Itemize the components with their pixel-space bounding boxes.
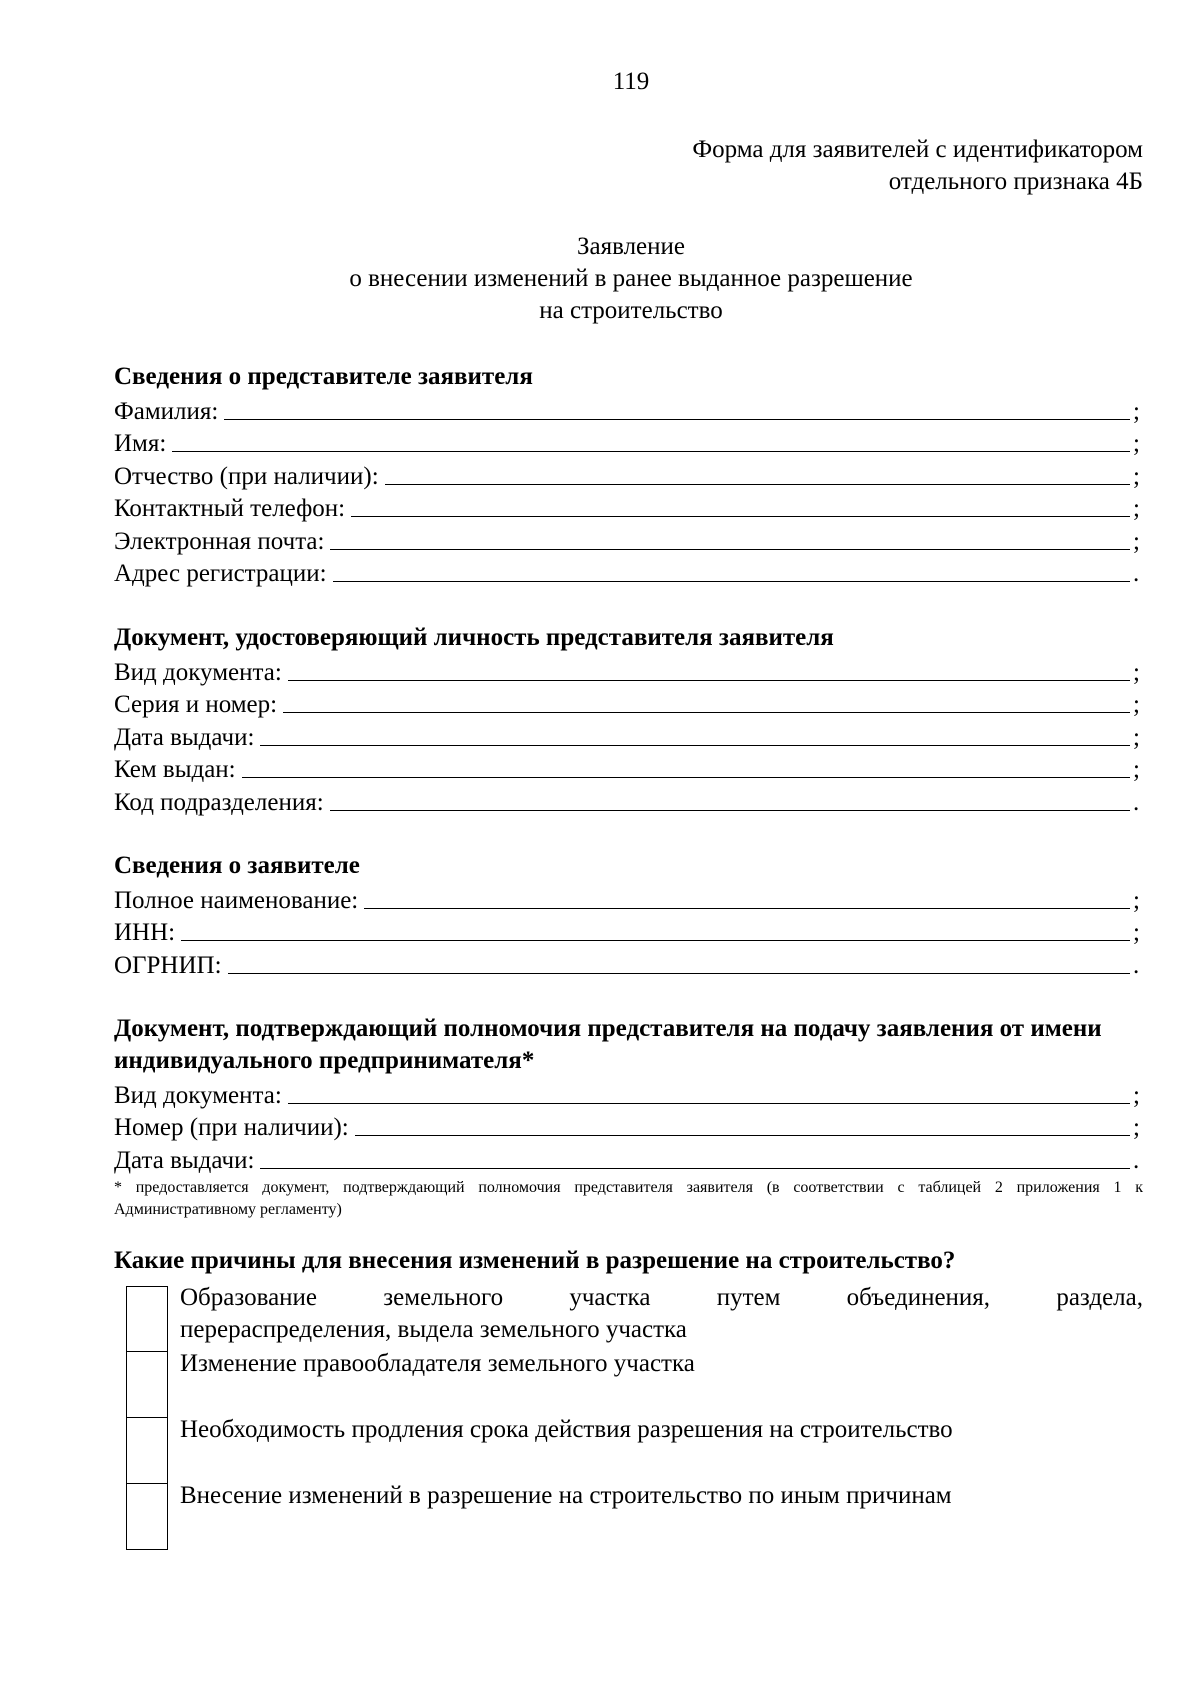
input-line[interactable] xyxy=(288,1102,1130,1104)
surname-field[interactable] xyxy=(114,393,1143,426)
issued-by-field[interactable] xyxy=(114,752,1143,785)
field-end: . xyxy=(1133,951,1140,979)
reason-item[interactable] xyxy=(126,1352,1143,1418)
field-end: ; xyxy=(1133,1114,1140,1141)
section-heading: Документ, подтверждающий полномочия представителя на подачу заявления от имени индивидуального предпринимателя* xyxy=(114,1015,1102,1074)
title-line: на строительство xyxy=(539,297,723,324)
field-label: Вид документа: xyxy=(114,1081,282,1109)
auth-doc-date-field[interactable] xyxy=(114,1142,1143,1175)
field-end: ; xyxy=(1133,495,1140,522)
field-end: . xyxy=(1133,788,1140,816)
footnote: * предоставляется документ, подтверждающий полномочия представителя заявителя (в соответствии с таблицей 2 приложения 1 к Административному регламенту) xyxy=(114,1178,1143,1218)
section-applicant xyxy=(114,850,1143,980)
input-line[interactable] xyxy=(260,744,1130,746)
email-field[interactable] xyxy=(114,523,1143,556)
name-field[interactable] xyxy=(114,426,1143,459)
input-line[interactable] xyxy=(224,418,1130,420)
field-label: Отчество (при наличии): xyxy=(114,462,379,490)
section-representative xyxy=(114,361,1143,588)
input-line[interactable] xyxy=(172,450,1130,452)
reason-item[interactable] xyxy=(126,1418,1143,1484)
input-line[interactable] xyxy=(260,1167,1130,1169)
field-label: Код подразделения: xyxy=(114,788,324,816)
reason-text xyxy=(168,1414,1143,1484)
form-note-line: отдельного признака 4Б xyxy=(888,168,1143,195)
section-heading: Документ, удостоверяющий личность представителя заявителя xyxy=(114,624,834,651)
auth-doc-number-field[interactable] xyxy=(114,1110,1143,1143)
title-line: о внесении изменений в ранее выданное разрешение xyxy=(349,265,913,292)
input-line[interactable] xyxy=(333,580,1130,582)
field-end: . xyxy=(1133,560,1140,587)
form-note xyxy=(692,134,1143,198)
field-label: Адрес регистрации: xyxy=(114,560,327,587)
section-heading: Сведения о представителе заявителя xyxy=(114,363,533,390)
reason-text xyxy=(168,1282,1143,1352)
reason-item[interactable] xyxy=(126,1286,1143,1352)
input-line[interactable] xyxy=(355,1134,1130,1136)
inn-field[interactable] xyxy=(114,915,1143,948)
reason-line: Изменение правообладателя земельного участка xyxy=(180,1350,695,1377)
reason-line: Образование земельного участка путем объединения, раздела, xyxy=(180,1284,1143,1311)
reason-item[interactable] xyxy=(126,1484,1143,1550)
full-name-field[interactable] xyxy=(114,882,1143,915)
field-label: Дата выдачи: xyxy=(114,1146,255,1174)
document-title xyxy=(0,231,1200,327)
input-line[interactable] xyxy=(330,809,1130,811)
field-label: Вид документа: xyxy=(114,658,282,686)
ogrnip-field[interactable] xyxy=(114,947,1143,980)
auth-doc-type-field[interactable] xyxy=(114,1077,1143,1110)
reason-line: Необходимость продления срока действия разрешения на строительство xyxy=(180,1416,953,1443)
input-line[interactable] xyxy=(351,515,1130,517)
field-label: Имя: xyxy=(114,430,167,457)
input-line[interactable] xyxy=(330,548,1130,550)
field-end: ; xyxy=(1133,691,1140,718)
form-note-line: Форма для заявителей с идентификатором xyxy=(692,136,1143,163)
field-end: ; xyxy=(1133,430,1140,457)
field-end: ; xyxy=(1133,919,1140,946)
field-label: ОГРНИП: xyxy=(114,951,222,979)
input-line[interactable] xyxy=(288,679,1130,681)
address-field[interactable] xyxy=(114,556,1143,589)
field-label: Контактный телефон: xyxy=(114,495,346,522)
reason-text xyxy=(168,1480,1143,1550)
field-end: ; xyxy=(1133,886,1140,914)
section-authority-document xyxy=(114,1013,1143,1221)
division-code-field[interactable] xyxy=(114,784,1143,817)
page-number: 119 xyxy=(612,68,650,95)
patronymic-field[interactable] xyxy=(114,458,1143,491)
reason-checkbox[interactable] xyxy=(126,1418,168,1484)
reasons-list xyxy=(126,1286,1143,1550)
field-label: Кем выдан: xyxy=(114,756,236,783)
input-line[interactable] xyxy=(242,776,1130,778)
field-end: ; xyxy=(1133,658,1140,686)
reason-text xyxy=(168,1348,1143,1418)
input-line[interactable] xyxy=(385,483,1130,485)
field-end: ; xyxy=(1133,462,1140,490)
field-label: Фамилия: xyxy=(114,397,219,425)
reason-checkbox[interactable] xyxy=(126,1484,168,1550)
reason-line: Внесение изменений в разрешение на строительство по иным причинам xyxy=(180,1482,952,1509)
input-line[interactable] xyxy=(364,907,1130,909)
phone-field[interactable] xyxy=(114,491,1143,524)
input-line[interactable] xyxy=(228,972,1130,974)
field-end: ; xyxy=(1133,756,1140,783)
field-end: ; xyxy=(1133,527,1140,555)
input-line[interactable] xyxy=(181,939,1130,941)
field-label: Дата выдачи: xyxy=(114,723,255,751)
series-number-field[interactable] xyxy=(114,687,1143,720)
reasons-heading-block xyxy=(114,1245,1143,1277)
reasons-heading: Какие причины для внесения изменений в разрешение на строительство? xyxy=(114,1247,956,1274)
issue-date-field[interactable] xyxy=(114,719,1143,752)
input-line[interactable] xyxy=(283,711,1130,713)
reason-checkbox[interactable] xyxy=(126,1352,168,1418)
doc-type-field[interactable] xyxy=(114,654,1143,687)
section-identity-document xyxy=(114,622,1143,817)
field-end: ; xyxy=(1133,1081,1140,1109)
title-line: Заявление xyxy=(576,233,686,260)
field-label: ИНН: xyxy=(114,919,176,946)
reason-checkbox[interactable] xyxy=(126,1286,168,1352)
field-end: ; xyxy=(1133,723,1140,751)
field-end: ; xyxy=(1133,397,1140,425)
field-label: Электронная почта: xyxy=(114,527,325,555)
reason-line: перераспределения, выдела земельного участка xyxy=(180,1316,687,1343)
field-label: Номер (при наличии): xyxy=(114,1114,349,1141)
field-end: . xyxy=(1133,1146,1140,1174)
section-heading: Сведения о заявителе xyxy=(114,852,360,879)
field-label: Полное наименование: xyxy=(114,886,359,914)
field-label: Серия и номер: xyxy=(114,691,278,718)
